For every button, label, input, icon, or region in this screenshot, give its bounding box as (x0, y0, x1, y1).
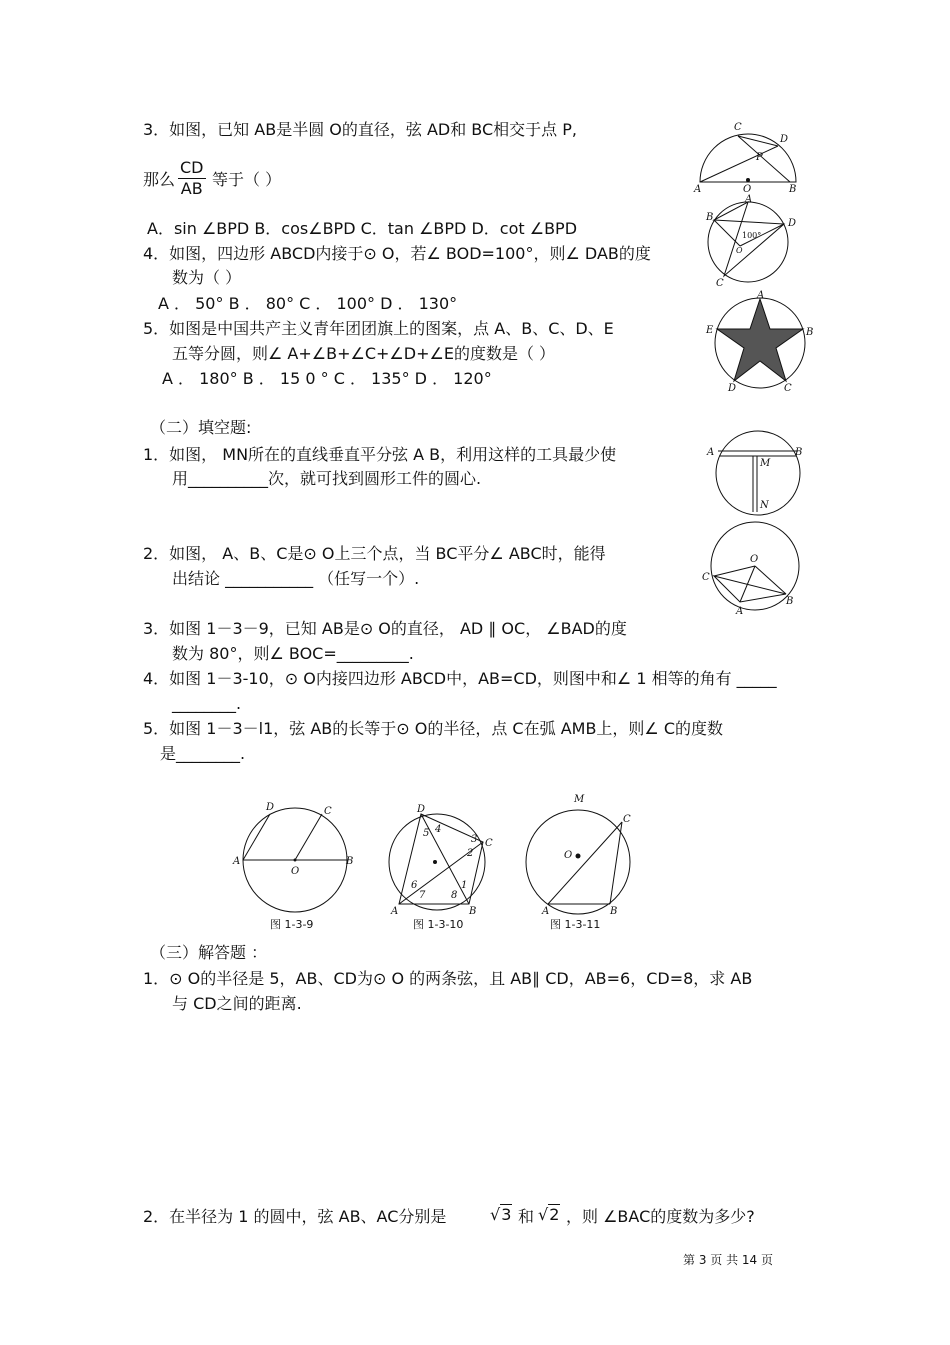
label: P (756, 152, 763, 163)
page-footer: 第 3 页 共 14 页 (683, 1253, 773, 1267)
label: C (702, 572, 710, 583)
q4-options: A ． 50° B ． 80° C ． 100° D ． 130° (158, 294, 458, 313)
figure-semicircle (690, 118, 800, 193)
label: M (574, 794, 585, 805)
q5-options: A ． 180° B ． 15 0 ° C ． 135° D ． 120° (162, 369, 492, 388)
label: B (806, 327, 814, 338)
figure-mn-tool (703, 430, 808, 515)
label: O (750, 554, 759, 565)
fill-q3-line2: 数为 80°，则∠ BOC=_________. (172, 644, 414, 663)
label: B (469, 906, 477, 917)
fill-q2-line2: 出结论 ___________ （任写一个）. (172, 569, 420, 588)
q3-fraction-numerator: CD (180, 158, 204, 177)
solve-q1-line2: 与 CD之间的距离. (172, 994, 302, 1013)
q3-suffix: 等于（ ） (212, 170, 282, 189)
q4-line2: 数为（ ） (172, 268, 242, 287)
section2-heading: （二）填空题: (150, 418, 252, 437)
sqrt-3-radicand: 3 (501, 1205, 512, 1224)
label: E (706, 325, 714, 336)
q5-line1: 5．如图是中国共产主义青年团团旗上的图案，点 A、B、C、D、E (143, 319, 614, 338)
label: 3 (471, 834, 478, 845)
q5-line2: 五等分圆，则∠ A+∠B+∠C+∠D+∠E的度数是（ ） (172, 344, 556, 363)
label: C (734, 122, 742, 133)
fill-q5-line2: 是________. (160, 744, 246, 763)
fill-q4-line2: ________. (172, 694, 242, 713)
fill-q1-line1: 1．如图， MN所在的直线垂直平分弦 A B，利用这样的工具最少使 (143, 445, 617, 464)
label: O (564, 850, 573, 861)
fill-q3-line1: 3．如图 1－3－9，已知 AB是⊙ O的直径， AD ∥ OC， ∠BAD的度 (143, 619, 627, 638)
label: D (780, 134, 789, 145)
label: D (266, 802, 275, 813)
section3-heading: （三）解答题 ： (150, 943, 268, 962)
label: A (542, 906, 550, 917)
label: D (728, 383, 737, 394)
label: 6 (411, 880, 418, 891)
q3-fraction-denominator: AB (180, 179, 203, 198)
label: B (706, 212, 714, 223)
caption: 图 1-3-11 (550, 918, 601, 931)
label: A (707, 447, 715, 458)
label: C (623, 814, 631, 825)
q3-prefix: 那么 (143, 170, 176, 189)
sqrt-2-radicand: 2 (549, 1205, 560, 1224)
q4-line1: 4．如图，四边形 ABCD内接于⊙ O，若∠ BOD=100°，则∠ DAB的度 (143, 244, 651, 263)
label: 1 (461, 880, 468, 891)
sqrt-3: √3 (490, 1205, 512, 1224)
label: O (291, 866, 300, 877)
figure-1-3-9 (230, 798, 360, 933)
solve-q2-mid: 和 (518, 1207, 535, 1226)
label: C (716, 278, 724, 289)
fill-q5-line1: 5．如图 1－3－l1，弦 AB的长等于⊙ O的半径，点 C在弧 AMB上，则∠ C的度数 (143, 719, 724, 738)
label: B (610, 906, 618, 917)
label: 4 (435, 824, 442, 835)
fill-q1-line2: 用__________次，就可找到圆形工件的圆心. (172, 469, 482, 488)
caption: 图 1-3-9 (270, 918, 314, 931)
label: A (757, 290, 765, 301)
caption: 图 1-3-10 (413, 918, 464, 931)
label: B (346, 856, 354, 867)
label: 100° (742, 231, 762, 240)
label: D (417, 804, 426, 815)
solve-q2-prefix: 2．在半径为 1 的圆中，弦 AB、AC分别是 (143, 1207, 447, 1226)
fill-q2-line1: 2．如图， A、B、C是⊙ O上三个点，当 BC平分∠ ABC时，能得 (143, 544, 606, 563)
q3-options: A．sin ∠BPD B．cos∠BPD C．tan ∠BPD D．cot ∠BPD (147, 219, 578, 238)
label: D (788, 218, 797, 229)
label: B (789, 184, 797, 195)
label: A (694, 184, 702, 195)
solve-q1-line1: 1．⊙ O的半径是 5，AB、CD为⊙ O 的两条弦，且 AB∥ CD，AB=6，CD=8，求 AB (143, 969, 753, 988)
label: 2 (467, 848, 474, 859)
q3-fraction (178, 158, 206, 199)
sqrt-2: √2 (538, 1205, 560, 1224)
figure-quadrilateral (700, 196, 800, 291)
fill-q4-line1: 4．如图 1－3-10，⊙ O内接四边形 ABCD中，AB=CD，则图中和∠ 1 相等的角有 _____ (143, 669, 777, 688)
q3-line1: 3．如图，已知 AB是半圆 O的直径，弦 AD和 BC相交于点 P, (143, 120, 577, 139)
label: 5 (423, 828, 430, 839)
label: A (736, 606, 744, 617)
figure-star (706, 290, 814, 395)
label: C (324, 806, 332, 817)
label: B (786, 596, 794, 607)
figure-1-3-10 (385, 798, 500, 933)
label: A (391, 906, 399, 917)
label: O (743, 184, 752, 195)
label: B (795, 447, 803, 458)
figure-1-3-11 (522, 790, 637, 933)
label: N (760, 500, 769, 511)
label: 8 (451, 890, 458, 901)
label: A (745, 194, 753, 205)
solve-q2-suffix: ，则 ∠BAC的度数为多少? (566, 1207, 755, 1226)
label: C (784, 383, 792, 394)
label: O (736, 246, 743, 255)
label: A (233, 856, 241, 867)
label: C (485, 838, 493, 849)
figure-triangle (700, 518, 810, 618)
label: M (760, 458, 771, 469)
label: 7 (419, 890, 426, 901)
